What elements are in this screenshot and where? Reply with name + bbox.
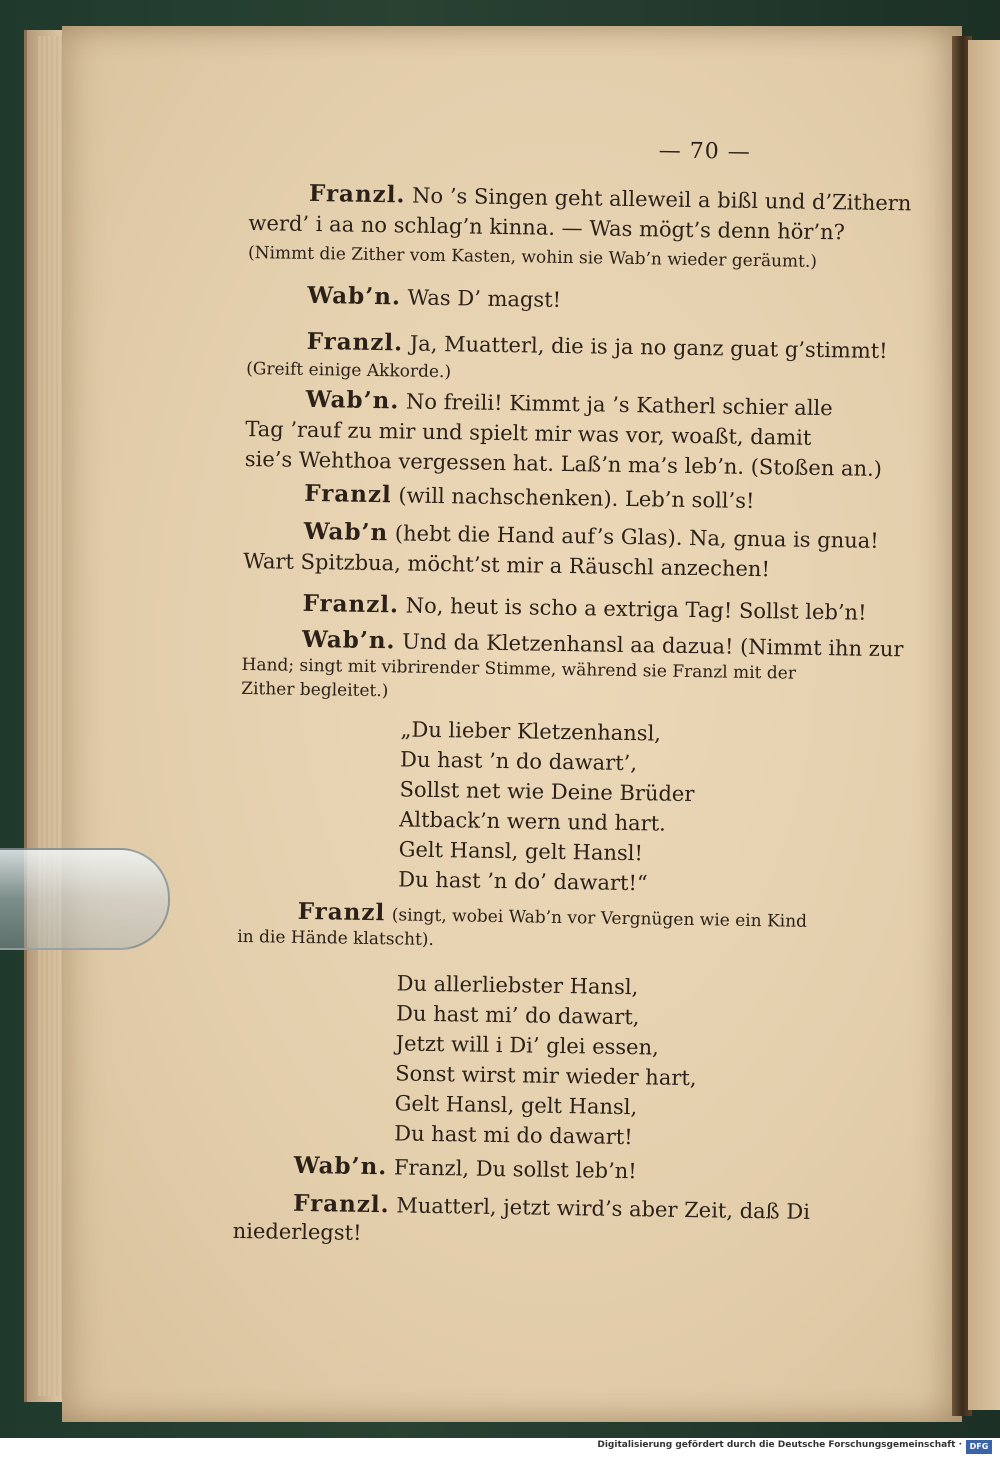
line-text: (Greift einige Akkorde.) [246,358,452,383]
line-text: Hand; singt mit vibrirender Stimme, während sie Franzl mit der [241,654,797,684]
line-text: (will nachschenken). Leb’n soll’s! [398,483,755,513]
line-text: Franzl, Du sollst leb’n! [393,1155,637,1184]
speaker-label: Wab’n [303,517,389,547]
speaker-label: Franzl. [308,179,406,209]
speaker-label: Franzl. [302,589,400,619]
verse-line: Gelt Hansl, gelt Hansl, [394,1091,638,1120]
speaker-label: Wab’n. [307,281,402,311]
line-text: (Nimmt die Zither vom Kasten, wohin sie Wab’n wieder geräumt.) [247,242,818,272]
line-text: Was D’ magst! [407,285,562,312]
speaker-label: Franzl [304,479,392,509]
line-text: werd’ i aa no schlag’n kinna. — Was mögt’s denn hör’n? [248,210,846,245]
verse-line: Du hast mi’ do dawart, [395,1001,640,1030]
verse-line: Sollst net wie Deine Brüder [399,777,695,807]
page-holder-clip [0,848,170,950]
line-text: in die Hände klatscht). [237,926,435,950]
speaker-label: Franzl [297,897,386,927]
line-text: sie’s Wehthoa vergessen hat. Laß’n ma’s leb’n. (Stoßen an.) [244,446,883,481]
verse-line: Gelt Hansl, gelt Hansl! [398,837,644,866]
line-text: Tag ’rauf zu mir und spielt mir was vor, woaßt, damit [245,416,812,450]
verse-line: Du hast mi do dawart! [394,1121,633,1150]
page-number: — 70 — [658,138,751,165]
line-text: Muatterl, jetzt wird’s aber Zeit, daß Di [396,1193,811,1224]
line-text: No freili! Kimmt ja ’s Katherl schier alle [405,389,833,421]
verse-line: Sonst wirst mir wieder hart, [395,1061,697,1091]
line-text: Zither begleitet.) [241,678,389,702]
speaker-label: Wab’n. [305,385,400,415]
verse-1 [398,714,821,901]
verse-line: Jetzt will i Di’ glei essen, [395,1031,659,1060]
line-text: No, heut is scho a extriga Tag! Sollst leb’n! [405,593,867,625]
dfg-logo: DFG [966,1440,992,1454]
verse-line: Du hast ’n do dawart’, [399,747,638,776]
verse-line: Du allerliebster Hansl, [396,971,639,1000]
line-text: (hebt die Hand auf’s Glas). Na, gnua is gnua! [394,521,879,553]
next-page-edge [968,40,1000,1410]
speaker-label: Wab’n. [301,625,396,655]
verse-line: „Du lieber Kletzenhansl, [400,717,662,746]
verse-line: Altback’n wern und hart. [399,807,667,836]
dfg-credit: Digitalisierung gefördert durch die Deutsche Forschungsgemeinschaft · [597,1440,962,1450]
line-text: Und da Kletzenhansl aa dazua! (Nimmt ihn zur [402,629,904,662]
verse-line: Du hast ’n do’ dawart!“ [398,867,648,896]
speaker-label: Franzl. [306,327,404,357]
speaker-label: Franzl. [292,1189,390,1219]
verse-2 [394,968,817,1155]
line-text: (singt, wobei Wab’n vor Vergnügen wie ein Kind [391,905,808,932]
line-text: No ’s Singen geht alleweil a bißl und d’Zithern [411,183,912,216]
line-text: niederlegst! [232,1218,362,1245]
speaker-label: Wab’n. [293,1151,388,1181]
line-text: Wart Spitzbua, möcht’st mir a Räuschl anzechen! [243,548,771,582]
line-text: Ja, Muatterl, die is ja no ganz guat g’stimmt! [409,331,888,364]
